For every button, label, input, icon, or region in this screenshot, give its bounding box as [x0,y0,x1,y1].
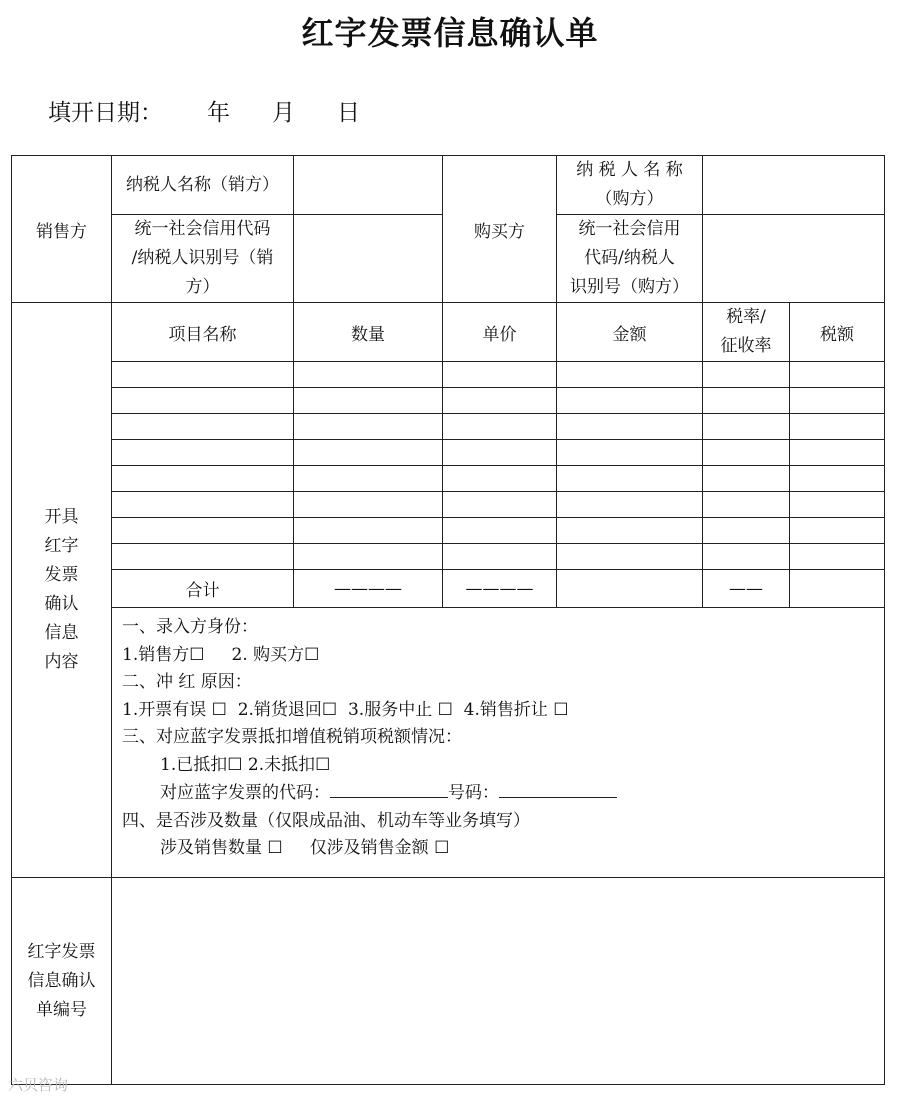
tax-rate-cell[interactable] [703,388,790,414]
seller-code-label-line: 方） [185,277,220,297]
section-2-options [122,697,884,725]
amount-cell[interactable] [557,492,703,518]
amount-cell[interactable] [557,466,703,492]
quantity-cell[interactable] [294,466,443,492]
confirm-number-field[interactable] [112,878,885,1085]
tax-amount-cell[interactable] [790,440,885,466]
confirm-number-label-line: 信息确认 [27,970,96,991]
amount-cell[interactable] [557,518,703,544]
buyer-code-label [557,215,703,303]
items-section-label-line: 内容 [44,652,79,672]
tax-amount-cell[interactable] [790,518,885,544]
confirm-number-label-line: 红字发票 [27,941,96,962]
seller-code-label-line: /纳税人识别号（销 [131,248,274,268]
header-unit-price: 单价 [443,303,557,362]
entry-party-buyer-checkbox[interactable]: 2. 购买方☐ [231,644,320,665]
total-tax-amount-cell[interactable] [790,570,885,608]
tax-amount-cell[interactable] [790,466,885,492]
buyer-name-label [557,156,703,215]
items-section-label-line: 信息 [44,623,79,643]
tax-rate-cell[interactable] [703,466,790,492]
section-4-title: 四、是否涉及数量（仅限成品油、机动车等业务填写） [122,810,530,831]
form-title: 红字发票信息确认单 [301,14,599,52]
seller-name-label: 纳税人名称（销方） [112,156,294,215]
header-quantity: 数量 [294,303,443,362]
buyer-code-field[interactable] [703,215,885,303]
tax-amount-cell[interactable] [790,414,885,440]
item-name-cell[interactable] [112,492,294,518]
blue-invoice-code-label: 对应蓝字发票的代码： [160,783,330,803]
amount-cell[interactable] [557,388,703,414]
header-tax-rate-line: 征收率 [720,336,772,356]
quantity-cell[interactable] [294,388,443,414]
unit-price-cell[interactable] [443,388,557,414]
section-4-options [122,835,884,863]
quantity-cell[interactable] [294,492,443,518]
confirm-number-label [12,878,112,1085]
not-deducted-checkbox[interactable]: 2.未抵扣☐ [247,754,331,775]
buyer-label: 购买方 [443,156,557,303]
quantity-cell[interactable] [294,544,443,570]
tax-rate-cell[interactable] [703,414,790,440]
table-row [12,362,885,388]
blue-invoice-line [122,779,884,808]
blue-invoice-number-field[interactable] [499,779,617,798]
header-item-name: 项目名称 [112,303,294,362]
table-row [12,414,885,440]
item-name-cell[interactable] [112,466,294,492]
item-name-cell[interactable] [112,440,294,466]
items-section-label-line: 开具 [44,507,79,527]
amount-cell[interactable] [557,414,703,440]
unit-price-cell[interactable] [443,544,557,570]
blue-invoice-number-label: 号码： [448,783,499,803]
table-row [12,440,885,466]
confirmation-info-block [112,608,885,878]
items-section-label-line: 确认 [44,594,79,614]
quantity-cell[interactable] [294,518,443,544]
total-row [12,570,885,608]
table-row [12,544,885,570]
total-quantity-dash: ———— [294,570,443,608]
section-1-title: 一、录入方身份： [122,617,258,637]
item-name-cell[interactable] [112,414,294,440]
header-amount: 金额 [557,303,703,362]
day-label: 日 [337,100,360,126]
confirm-number-label-line: 单编号 [36,999,87,1020]
table-row [12,466,885,492]
seller-label: 销售方 [12,156,112,303]
involves-quantity-checkbox[interactable]: 涉及销售数量 ☐ [160,838,283,858]
reason-invoice-error-checkbox[interactable]: 1.开票有误 ☐ [122,699,227,720]
unit-price-cell[interactable] [443,440,557,466]
red-invoice-form-table [11,155,885,1085]
total-amount-cell[interactable] [557,570,703,608]
amount-cell[interactable] [557,440,703,466]
items-section-label-line: 发票 [44,565,79,585]
item-name-cell[interactable] [112,518,294,544]
unit-price-cell[interactable] [443,466,557,492]
blue-invoice-code-field[interactable] [330,779,448,798]
total-label: 合计 [112,570,294,608]
total-tax-rate-dash: —— [703,570,790,608]
buyer-code-label-line: 代码/纳税人 [584,248,675,268]
tax-amount-cell[interactable] [790,544,885,570]
item-name-cell[interactable] [112,388,294,414]
deducted-checkbox[interactable]: 1.已抵扣☐ [160,754,243,775]
tax-rate-cell[interactable] [703,440,790,466]
seller-name-field[interactable] [294,156,443,215]
unit-price-cell[interactable] [443,362,557,388]
quantity-cell[interactable] [294,362,443,388]
section-2-title: 二、冲 红 原因： [122,672,252,692]
amount-only-checkbox[interactable]: 仅涉及销售金额 ☐ [309,838,450,858]
header-tax-rate-line: 税率/ [726,307,766,327]
buyer-code-label-line: 统一社会信用 [578,219,681,239]
amount-cell[interactable] [557,544,703,570]
tax-rate-cell[interactable] [703,362,790,388]
reason-sales-return-checkbox[interactable]: 2.销货退回☐ [237,699,338,720]
buyer-name-field[interactable] [703,156,885,215]
item-name-cell[interactable] [112,362,294,388]
header-tax-rate [703,303,790,362]
fill-date-label: 填开日期： [48,100,163,126]
month-label: 月 [272,100,295,126]
tax-amount-cell[interactable] [790,388,885,414]
item-name-cell[interactable] [112,544,294,570]
watermark: 六贝咨询 [8,1076,69,1094]
section-1-options [122,642,884,670]
header-tax-amount: 税额 [790,303,885,362]
reason-sales-discount-checkbox[interactable]: 4.销售折让 ☐ [463,699,569,720]
tax-amount-cell[interactable] [790,362,885,388]
year-label: 年 [207,100,230,126]
tax-rate-cell[interactable] [703,544,790,570]
quantity-cell[interactable] [294,440,443,466]
buyer-name-label-line: 纳 税 人 名 称 [576,160,683,180]
buyer-name-label-line: （购方） [595,189,664,209]
buyer-code-label-line: 识别号（购方） [570,277,689,297]
tax-amount-cell[interactable] [790,492,885,518]
total-unit-price-dash: ———— [443,570,557,608]
unit-price-cell[interactable] [443,492,557,518]
seller-code-label-line: 统一社会信用代码 [134,219,271,239]
tax-rate-cell[interactable] [703,518,790,544]
section-3-options [122,752,884,780]
seller-code-label [112,215,294,303]
reason-service-stop-checkbox[interactable]: 3.服务中止 ☐ [347,699,453,720]
items-section-label [12,303,112,878]
seller-code-field[interactable] [294,215,443,303]
unit-price-cell[interactable] [443,414,557,440]
table-row [12,388,885,414]
unit-price-cell[interactable] [443,518,557,544]
quantity-cell[interactable] [294,414,443,440]
tax-rate-cell[interactable] [703,492,790,518]
amount-cell[interactable] [557,362,703,388]
entry-party-seller-checkbox[interactable]: 1.销售方☐ [122,644,205,665]
items-section-label-line: 红字 [44,536,79,556]
fill-date-line [48,94,360,127]
table-row [12,492,885,518]
table-row [12,518,885,544]
section-3-title: 三、对应蓝字发票抵扣增值税销项税额情况： [122,727,462,747]
